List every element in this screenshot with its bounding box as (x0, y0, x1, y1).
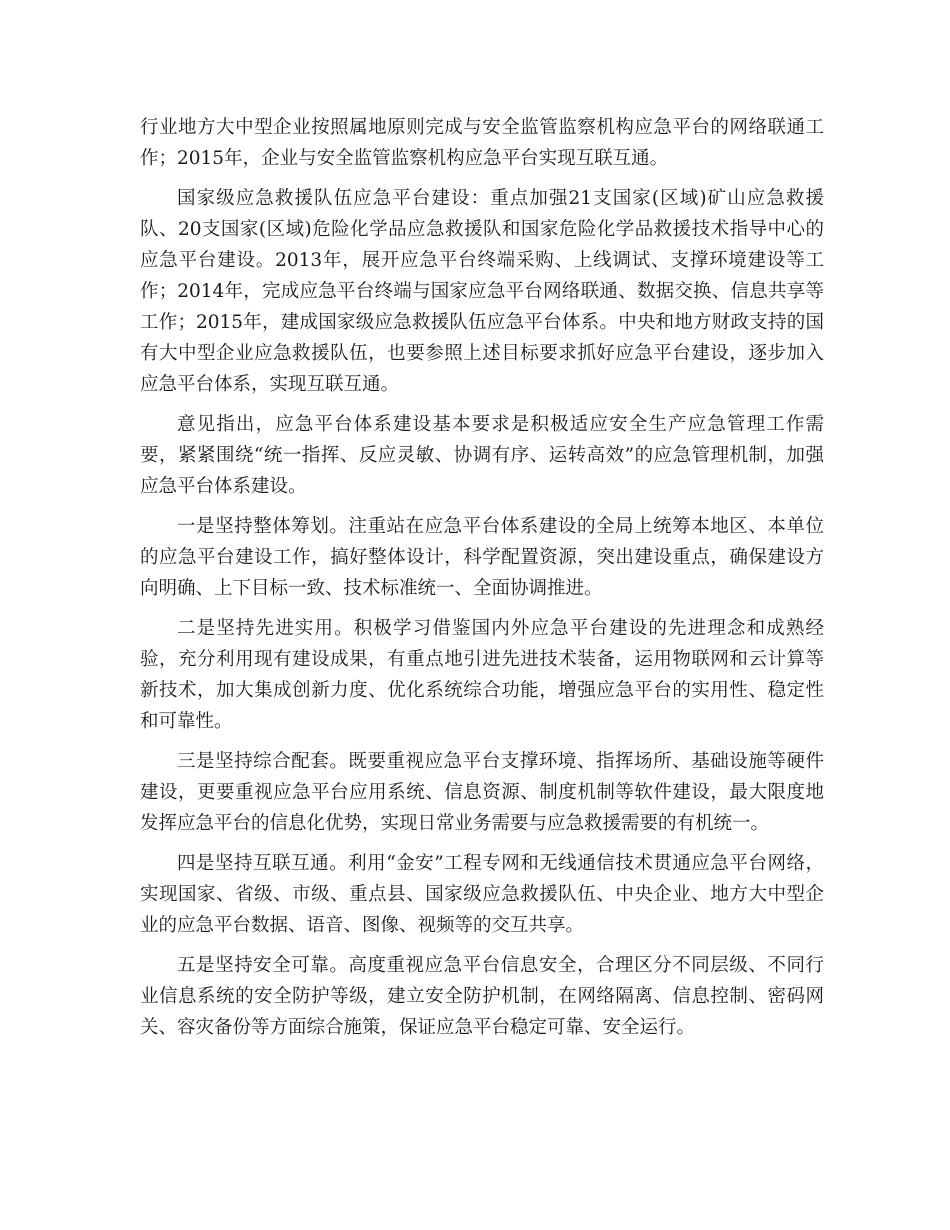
paragraph-overall-planning: 一是坚持整体筹划。注重站在应急平台体系建设的全局上统筹本地区、本单位的应急平台建设工作，搞好整体设计，科学配置资源，突出建设重点，确保建设方向明确、上下目标一致、技术标准统一、全面协调推进。 (140, 516, 824, 599)
paragraph-emergency-team-platform: 国家级应急救援队伍应急平台建设：重点加强21支国家(区域)矿山应急救援队、20支国家(区域)危险化学品应急救援队和国家危险化学品救援技术指导中心的应急平台建设。2013年，展开应急平台终端采购、上线调试、支撑环境建设等工作；2014年，完成应急平台终端与国家应急平台网络联通、数据交换、信息共享等工作；2015年，建成国家级应急救援队伍应急平台体系。中央和地方财政支持的国有大中型企业应急救援队伍，也要参照上述目标要求抓好应急平台建设，逐步加入应急平台体系，实现互联互通。 (140, 188, 824, 395)
paragraph-comprehensive-support: 三是坚持综合配套。既要重视应急平台支撑环境、指挥场所、基础设施等硬件建设，更要重视应急平台应用系统、信息资源、制度机制等软件建设，最大限度地发挥应急平台的信息化优势，实现日常业务需要与应急救援需要的有机统一。 (140, 751, 824, 834)
paragraph-advanced-practical: 二是坚持先进实用。积极学习借鉴国内外应急平台建设的先进理念和成熟经验，充分利用现有建设成果，有重点地引进先进技术装备，运用物联网和云计算等新技术，加大集成创新力度、优化系统综合功能，增强应急平台的实用性、稳定性和可靠性。 (140, 618, 824, 732)
document-body (140, 112, 824, 1043)
paragraph-basic-requirements: 意见指出，应急平台体系建设基本要求是积极适应安全生产应急管理工作需要，紧紧围绕“统一指挥、反应灵敏、协调有序、运转高效”的应急管理机制，加强应急平台体系建设。 (140, 414, 824, 497)
paragraph-interconnection: 四是坚持互联互通。利用“金安”工程专网和无线通信技术贯通应急平台网络，实现国家、省级、市级、重点县、国家级应急救援队伍、中央企业、地方大中型企业的应急平台数据、语音、图像、视频等的交互共享。 (140, 853, 824, 936)
paragraph-continuation: 行业地方大中型企业按照属地原则完成与安全监管监察机构应急平台的网络联通工作；2015年，企业与安全监管监察机构应急平台实现互联互通。 (140, 117, 824, 169)
paragraph-safety-reliability: 五是坚持安全可靠。高度重视应急平台信息安全，合理区分不同层级、不同行业信息系统的安全防护等级，建立安全防护机制，在网络隔离、信息控制、密码网关、容灾备份等方面综合施策，保证应急平台稳定可靠、安全运行。 (140, 955, 824, 1038)
